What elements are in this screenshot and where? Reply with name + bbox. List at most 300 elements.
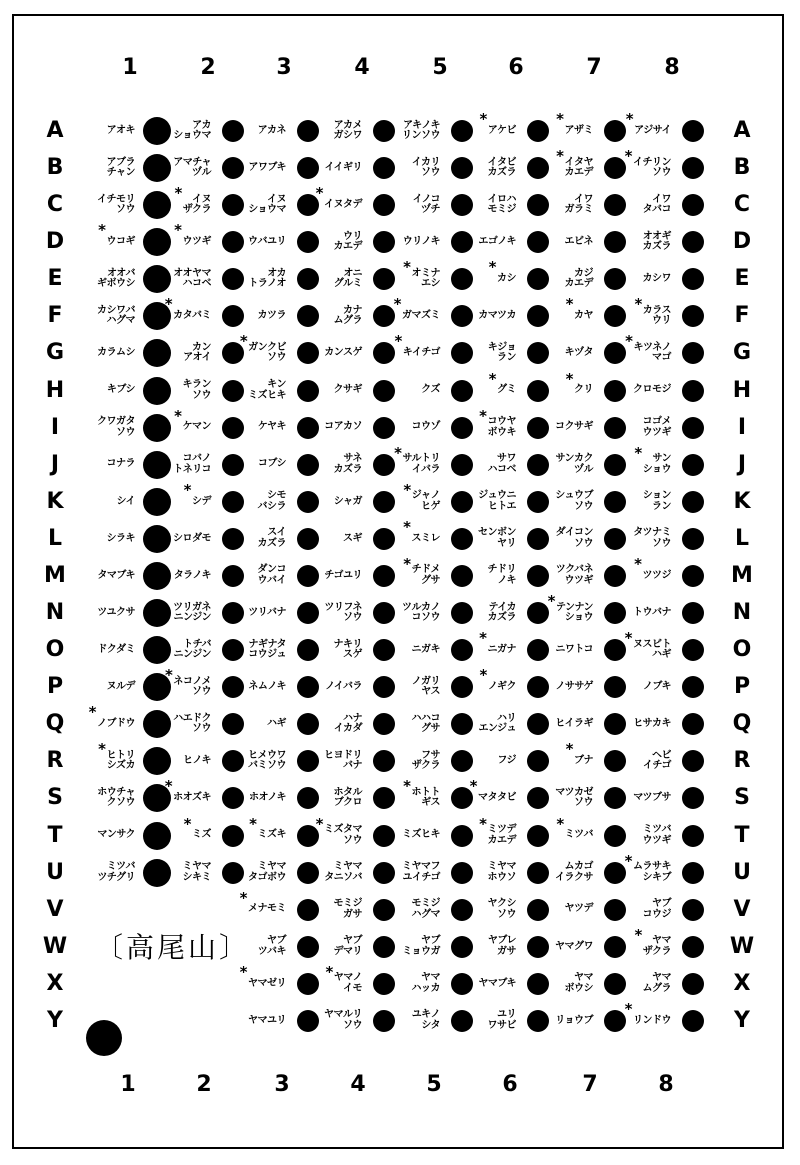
row-label-left: A [46,118,64,143]
plant-name [613,332,671,369]
plant-name [77,337,135,369]
plant-name [304,782,362,814]
plant-name [153,406,211,444]
plant-name [535,560,593,592]
plant-name-text: ミツバ ツチグリ [97,861,135,883]
plant-name-text: ハエドク ソウ [173,712,211,735]
plant-name-text: アザミ [564,124,593,136]
plant-name-text: ネコノメ ソウ [173,675,211,698]
plant-name-text: ツリガネ ニンジン [173,601,211,624]
column-label-top: 8 [664,55,680,80]
grid-dot [682,899,704,921]
plant-name-text: メナモミ [248,903,286,915]
plant-name-text: チドリ ノキ [487,564,516,586]
plant-name-text: ホウチャ クソウ [97,786,135,809]
plant-name [382,931,440,963]
plant-name [304,814,362,852]
plant-name [304,226,362,258]
plant-name-text: イチリン ソウ [633,156,671,179]
plant-name-text: ヤマルリ ソウ [324,1009,362,1031]
asterisk-mark: * [249,814,257,833]
plant-name-text: アワブキ [248,161,286,173]
plant-name [304,634,362,666]
plant-name-text: サンカク ヅル [555,453,593,475]
plant-name-text: アカメ ガシワ [333,119,362,141]
plant-name-text: ヤマユリ [248,1014,286,1026]
plant-name [304,115,362,147]
plant-name [535,449,593,481]
plant-name [613,597,671,629]
row-label-right: Q [732,711,752,737]
plant-name-text: トチバ ニンジン [173,638,211,661]
plant-name [535,814,593,852]
plant-name [613,226,671,258]
plant-name [458,152,516,184]
plant-name [613,820,671,852]
plant-name [382,332,440,369]
plant-name [382,597,440,629]
plant-name-text: ツルカノ コソウ [402,601,440,624]
row-label-right: M [731,562,753,588]
plant-name [228,597,286,629]
plant-name-text: ジュウニ ヒトエ [478,490,516,512]
plant-name [304,486,362,518]
plant-name-text: イヌタデ [324,198,362,210]
plant-name-text: アジサイ [634,124,671,136]
plant-name-text: ウリ カエデ [333,230,362,253]
plant-name [458,857,516,889]
plant-name [382,412,440,444]
plant-name-text: カラス ウリ [642,304,671,327]
plant-name-text: モミジ ガサ [333,898,362,920]
plant-name-text: サネ カズラ [333,453,362,475]
column-label-bottom: 2 [196,1072,212,1097]
plant-name [77,703,135,740]
plant-name-text: マツカゼ ソウ [555,786,593,809]
plant-name [535,968,593,1000]
plant-name [458,629,516,666]
plant-name-text: エビネ [564,235,593,247]
row-label-right: A [733,118,751,143]
plant-name-text: フジ [497,755,516,767]
plant-name [77,857,135,889]
row-label-left: G [45,340,65,366]
asterisk-mark: * [403,777,411,796]
plant-name-text: ヤマ ボウシ [564,972,593,994]
plant-name-text: タラノキ [173,569,211,581]
plant-name-text: アキノキ リンソウ [402,119,440,141]
plant-name-text: ヤツデ [564,903,593,915]
row-label-right: N [732,600,752,626]
asterisk-mark: * [239,962,247,981]
plant-name [613,147,671,184]
plant-name [382,152,440,184]
row-label-left: H [45,377,65,403]
plant-name-text: ツクバネ ウツギ [555,564,593,586]
plant-name-text: アオキ [106,124,135,136]
row-label-right: W [729,933,755,959]
plant-name-text: テンナン ショウ [556,601,593,624]
row-label-left: P [46,674,64,700]
plant-name [613,554,671,592]
plant-name-text: ヒノキ [183,755,211,767]
plant-name [77,671,135,703]
plant-name [613,851,671,889]
plant-name-text: コバノ トネリコ [173,453,211,475]
row-label-right: V [733,896,751,922]
plant-name-text: ヤマ ムグラ [642,972,671,994]
plant-name [458,258,516,295]
row-label-right: S [734,785,750,811]
row-label-right: K [733,488,751,514]
row-label-right: Y [734,1007,750,1033]
plant-name-text: ドクダミ [97,643,135,655]
row-label-left: Q [45,711,65,737]
plant-name-text: ユリ ワサビ [487,1009,516,1031]
plant-name [382,226,440,258]
column-label-top: 1 [122,55,138,80]
grid-dot [682,565,704,587]
plant-name [458,449,516,481]
plant-name [535,263,593,295]
plant-name-text: スギ [343,532,362,544]
row-label-left: Y [47,1007,63,1033]
plant-name [535,189,593,221]
plant-name-text: ヤブレ ガサ [487,935,516,957]
plant-name-text: ユキノ シタ [411,1009,440,1031]
plant-name-text: スイ カズラ [257,527,286,549]
plant-name-text: コクサギ [555,421,593,433]
plant-name-text: カンスゲ [324,347,362,359]
plant-name-text: ネムノキ [248,680,286,692]
plant-name-text: マツブサ [633,792,671,804]
asterisk-mark: * [556,147,564,166]
plant-name [153,597,211,629]
column-label-bottom: 4 [350,1072,366,1097]
plant-name [77,597,135,629]
plant-name [304,523,362,555]
plant-name-text: ション ラン [642,490,671,512]
plant-name-text: イカリ ソウ [411,156,440,179]
plant-name-text: ノギク [487,680,516,692]
row-label-left: N [45,600,65,626]
plant-name [153,634,211,666]
plant-name [535,671,593,703]
plant-name [304,931,362,963]
plant-name [458,931,516,963]
asterisk-mark: * [634,554,642,573]
plant-name [458,486,516,518]
plant-name-text: シイ [116,495,135,507]
plant-name [458,708,516,740]
plant-name [535,226,593,258]
plant-name [382,258,440,295]
plant-name-text: ウコギ [106,235,135,247]
plant-name [228,115,286,147]
plant-name [535,782,593,814]
column-label-top: 6 [508,55,524,80]
plant-name [77,523,135,555]
plant-name [228,375,286,407]
asterisk-mark: * [239,888,247,907]
row-label-left: C [46,192,64,218]
mountain-label: 〔高尾山〕 [95,931,251,964]
plant-name-text: ナキリ スゲ [333,638,362,661]
plant-name-text: ミズタマ ソウ [324,824,362,846]
column-label-top: 3 [276,55,292,80]
plant-name [382,777,440,814]
asterisk-mark: * [164,295,173,314]
plant-name-text: ジャノ ヒゲ [411,490,440,512]
asterisk-mark: * [634,295,642,314]
row-label-left: J [50,451,60,477]
plant-name [153,375,211,407]
plant-name [458,894,516,926]
plant-name [535,523,593,555]
plant-name-text: トウバナ [633,606,671,618]
plant-name-text: ヤマノ イモ [333,972,362,994]
plant-name [153,857,211,889]
plant-name [228,708,286,740]
plant-name-text: アケビ [487,124,516,136]
plant-name [382,517,440,555]
asterisk-mark: * [479,406,487,425]
row-label-right: H [732,377,752,403]
plant-name [535,931,593,963]
plant-name [458,523,516,555]
row-label-right: J [737,451,747,477]
plant-name [458,777,516,814]
plant-name-text: サワ ハコベ [487,453,516,475]
plant-name [304,449,362,481]
plant-name [535,894,593,926]
plant-name [613,443,671,481]
asterisk-mark: * [634,925,642,944]
plant-name-text: コブシ [257,458,286,470]
plant-name [304,745,362,777]
plant-name [458,110,516,147]
plant-name [77,300,135,332]
plant-name-text: イチモリ ソウ [97,193,135,216]
plant-name-text: シデ [192,495,211,507]
asterisk-mark: * [488,258,496,277]
plant-name-text: オオヤマ ハコベ [173,267,211,290]
row-label-left: X [46,970,64,996]
plant-name [77,189,135,221]
plant-name-text: ブナ [574,755,593,767]
asterisk-mark: * [479,814,487,833]
plant-name [613,629,671,666]
plant-name [77,263,135,295]
asterisk-mark: * [174,184,182,203]
asterisk-mark: * [174,406,182,425]
plant-name-text: キン ミズヒキ [248,379,286,401]
plant-name [153,184,211,221]
plant-name-text: オカ トラノオ [248,267,286,290]
plant-name-text: クロモジ [633,384,671,396]
plant-name-text: クワガタ ソウ [97,416,135,438]
plant-name [458,337,516,369]
plant-name [458,406,516,444]
plant-name [535,740,593,777]
row-label-right: C [733,192,751,218]
plant-name [458,369,516,407]
plant-name [77,375,135,407]
plant-name-text: カシワバ ハグマ [97,304,135,327]
row-label-left: D [45,229,65,255]
plant-name [304,300,362,332]
plant-name [304,152,362,184]
plant-name [228,189,286,221]
row-label-right: D [732,229,752,255]
plant-name-text: カタバミ [173,310,211,322]
plant-name [613,671,671,703]
asterisk-mark: * [88,703,96,722]
plant-name-text: カラムシ [97,347,135,359]
plant-name-text: イヌ ザクラ [182,193,211,216]
plant-name-text: クサギ [333,384,362,396]
row-label-left: L [47,525,63,551]
plant-name-text: カジ カエデ [564,267,593,290]
row-label-left: O [45,637,65,663]
plant-name [77,486,135,518]
asterisk-mark: * [394,443,402,462]
plant-name [228,486,286,518]
asterisk-mark: * [183,814,191,833]
plant-name-text: ハリ エンジュ [478,712,516,735]
plant-name [153,777,211,814]
plant-name-text: ミヤマフ ユイチゴ [402,861,440,883]
plant-name-text: アカネ [257,124,286,136]
plant-name [382,671,440,703]
plant-name-text: アカ ショウマ [173,119,211,141]
plant-name [153,221,211,258]
asterisk-mark: * [315,184,323,203]
plant-name [458,1005,516,1037]
row-label-right: X [733,970,751,996]
plant-name [382,115,440,147]
plant-name-text: ヤマグワ [555,940,593,952]
plant-name [228,226,286,258]
plant-name-text: キラン ソウ [182,379,211,401]
plant-name-text: イタビ カズラ [487,156,516,179]
plant-name [535,1005,593,1037]
plant-name [535,412,593,444]
plant-name-text: ノガリ ヤス [411,675,440,698]
row-label-left: T [47,822,63,848]
plant-name [613,782,671,814]
plant-name-text: フサ ザクラ [411,749,440,772]
grid-dot [682,194,704,216]
plant-name [613,523,671,555]
plant-name-text: ミズキ [257,829,286,841]
plant-name [228,263,286,295]
plant-name [77,449,135,481]
plant-name [228,1005,286,1037]
plant-name-text: シロダモ [173,532,211,544]
grid-dot [682,1010,704,1032]
plant-name [153,295,211,332]
plant-name-text: サン ショウ [642,453,671,475]
plant-name-text: ハナ イカダ [333,712,362,735]
grid-dot [682,639,704,661]
row-label-left: S [47,785,63,811]
plant-name-text: ツツジ [642,569,671,581]
grid-dot [682,825,704,847]
plant-name [153,449,211,481]
plant-name [382,295,440,332]
plant-name-text: ウツギ [182,235,211,247]
plant-name-text: ヤブ デマリ [333,935,362,957]
plant-name [228,152,286,184]
asterisk-mark: * [488,369,496,388]
asterisk-mark: * [565,295,573,314]
asterisk-mark: * [634,443,642,462]
asterisk-mark: * [239,332,248,351]
plant-name [613,925,671,963]
plant-name-text: ツユクサ [97,606,135,618]
plant-name-text: ダンコ ウバイ [257,564,286,586]
plant-name [77,152,135,184]
plant-name-text: ケヤキ [257,421,286,433]
plant-name [458,560,516,592]
plant-name [382,1005,440,1037]
plant-name-text: チゴユリ [324,569,362,581]
column-label-bottom: 1 [120,1072,136,1097]
plant-name-text: ミヤマ タゴボウ [248,861,286,883]
row-label-left: F [47,303,63,329]
column-label-top: 2 [200,55,216,80]
plant-name [613,968,671,1000]
plant-name-text: イノコ ヅチ [412,193,440,216]
plant-name [382,708,440,740]
plant-name-text: ハハコ グサ [411,712,440,735]
row-label-left: K [46,488,64,514]
plant-name [228,745,286,777]
plant-name [228,888,286,926]
column-label-bottom: 5 [426,1072,442,1097]
plant-name-text: タマブキ [97,569,135,581]
grid-dot [682,380,704,402]
asterisk-mark: * [315,814,323,833]
plant-name-text: カヤ [574,310,593,322]
plant-name-text: シラキ [106,532,135,544]
asterisk-mark: * [556,110,564,128]
plant-name-text: ヌスビト ハギ [633,638,671,661]
plant-name [228,814,286,852]
plant-name-text: キヅタ [564,347,593,359]
plant-name [228,782,286,814]
plant-name [304,375,362,407]
plant-name-text: キイチゴ [402,347,440,359]
plant-name [382,634,440,666]
plant-name [458,226,516,258]
asterisk-mark: * [565,369,573,388]
plant-name-text: イワ ガラミ [564,193,593,216]
plant-name-text: ミツバ [564,829,593,841]
plant-name [77,634,135,666]
plant-name [77,820,135,852]
plant-name [153,666,211,703]
asterisk-mark: * [625,332,633,351]
plant-name [228,560,286,592]
plant-name-text: スミレ [411,532,440,544]
plant-name [304,597,362,629]
plant-name-text: ヤブ ミョウガ [402,935,440,957]
plant-name [382,375,440,407]
plant-name-text: ホタル ブクロ [333,786,362,809]
plant-name-text: イロハ モミジ [487,193,516,216]
